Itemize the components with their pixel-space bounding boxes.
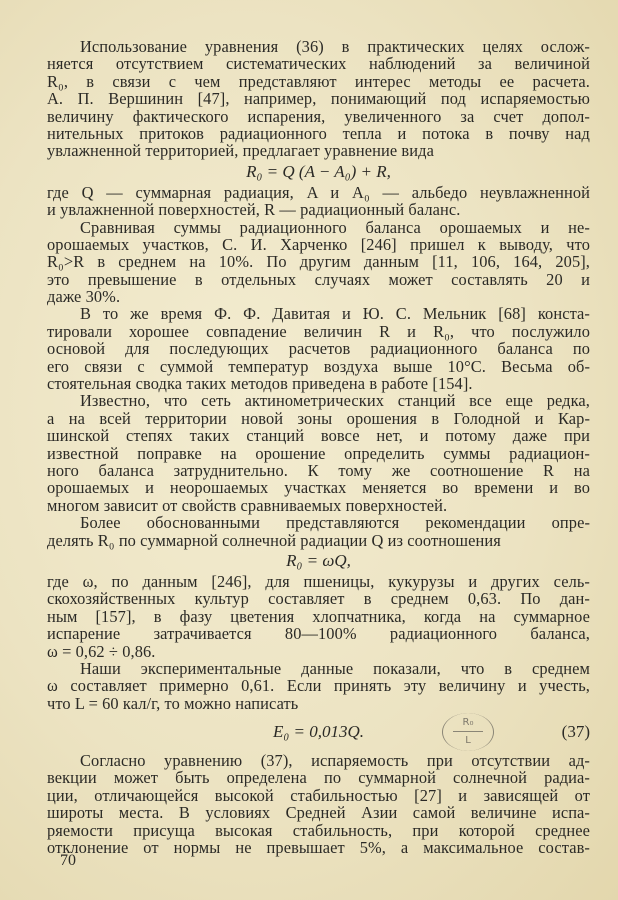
text-line: орошаемых и неорошаемых участках меняется во времени и во [47,478,590,498]
text-line: это превышение в отдельных случаях может составлять 20 и [47,269,590,289]
text-line: делять R₀ по суммарной солнечной радиации Q из соотношения [47,530,501,550]
text-line: ω = 0,62 ÷ 0,86. [47,641,156,661]
text-line: Известно, что сеть актинометрических станций все еще редка, [80,391,590,411]
text-line: шинской степях таких станций вовсе нет, и потому даже при [47,426,590,446]
text-line: скохозяйственных культур составляет в среднем 0,63. По дан- [47,589,590,609]
paragraph [47,305,590,392]
equation-text: R₀ = Q (A − A₀) + R, [246,161,391,181]
page-body [47,38,590,856]
paragraph [47,219,590,306]
text-line: А. П. Вершинин [47], например, понимающий под испаряемостью [47,89,590,109]
text-line: няется отсутствием систематических наблюдений за величиной [47,54,590,74]
equation-text: E₀ = 0,013Q. [272,722,365,742]
text-line: ного баланса затруднительно. К тому же соотношение R на [47,460,590,480]
text-line: его связи с суммой температур воздуха выше 10°С. Весьма об- [47,356,590,376]
text-line: нительных притоков радиационного тепла и потока в почву над [47,123,590,143]
paragraph [47,514,590,549]
page-number: 70 [60,852,76,869]
text-line: В то же время Ф. Ф. Давитая и Ю. С. Мельник [68] конста- [80,304,590,324]
text-line: ω составляет примерно 0,61. Если принять эту величину и учесть, [47,676,590,696]
equation-text: R₀ = ωQ, [286,550,351,570]
note-numerator: R₀ [453,714,483,732]
text-line: известной поправке на орошение определить суммы радиацион- [47,443,590,463]
text-line: величину фактического испарения, увеличенного за счет допол- [47,106,590,126]
text-line: R₀, в связи с чем представляют интерес методы ее расчета. [47,71,590,91]
text-line: многом зависит от свойств сравниваемых поверхностей. [47,495,448,515]
text-line: Сравнивая суммы радиационного баланса орошаемых и не- [80,217,590,237]
text-line: орошаемых участков, С. И. Харченко [246] пришел к выводу, что [47,234,590,254]
note-denominator: L [465,735,471,747]
handwritten-pencil-note [442,713,494,751]
text-line: широты места. В условиях Средней Азии самой величине испа- [47,803,590,823]
paragraph [47,573,590,660]
text-line: что L = 60 кал/г, то можно написать [47,693,299,713]
text-line: Согласно уравнению (37), испаряемость при отсутствии ад- [80,751,590,771]
text-line: испарение затрачивается 80—100% радиационного баланса, [47,624,590,644]
equation-number: (37) [561,722,590,742]
text-line: Более обоснованными представляются рекомендации опре- [80,513,590,533]
text-line: ным [157], в фазу цветения хлопчатника, когда на суммарное [47,606,590,626]
equation [47,549,590,573]
text-line: где ω, по данным [246], для пшеницы, кукурузы и других сель- [47,571,590,591]
text-line: ции, отличающейся высокой стабильностью [27] и зависящей от [47,785,590,805]
paragraph [47,392,590,514]
paragraph [47,38,590,160]
text-line: Использование уравнения (36) в практических целях ослож- [80,37,590,56]
text-line: R₀>R в среднем на 10%. По другим данным [11, 106, 164, 205], [47,252,590,272]
text-line: основой для последующих расчетов радиационного баланса по [47,339,590,359]
text-line: тировали хорошее совпадение величин R и R₀, что послужило [47,321,590,341]
text-line: и увлажненной поверхностей, R — радиационный баланс. [47,200,461,220]
paragraph [47,752,590,856]
text-line: Наши экспериментальные данные показали, что в среднем [80,658,590,678]
text-line: стоятельная сводка таких методов приведена в работе [154]. [47,374,473,394]
text-line: увлажненной территорией, предлагает уравнение вида [47,141,434,161]
text-line: а на всей территории новой зоны орошения в Голодной и Кар- [47,408,590,428]
text-line: где Q — суммарная радиация, A и A₀ — альбедо неувлажненной [47,182,590,202]
equation [47,712,590,752]
paragraph [47,660,590,712]
text-line: векции может быть определена по суммарной солнечной радиа- [47,768,590,788]
equation [47,160,590,184]
text-line: ряемости присуща высокая стабильность, при которой среднее [47,820,590,840]
text-line: отклонение от нормы не превышает 5%, а максимальное состав- [47,838,590,858]
paragraph [47,184,590,219]
text-line: даже 30%. [47,287,121,307]
